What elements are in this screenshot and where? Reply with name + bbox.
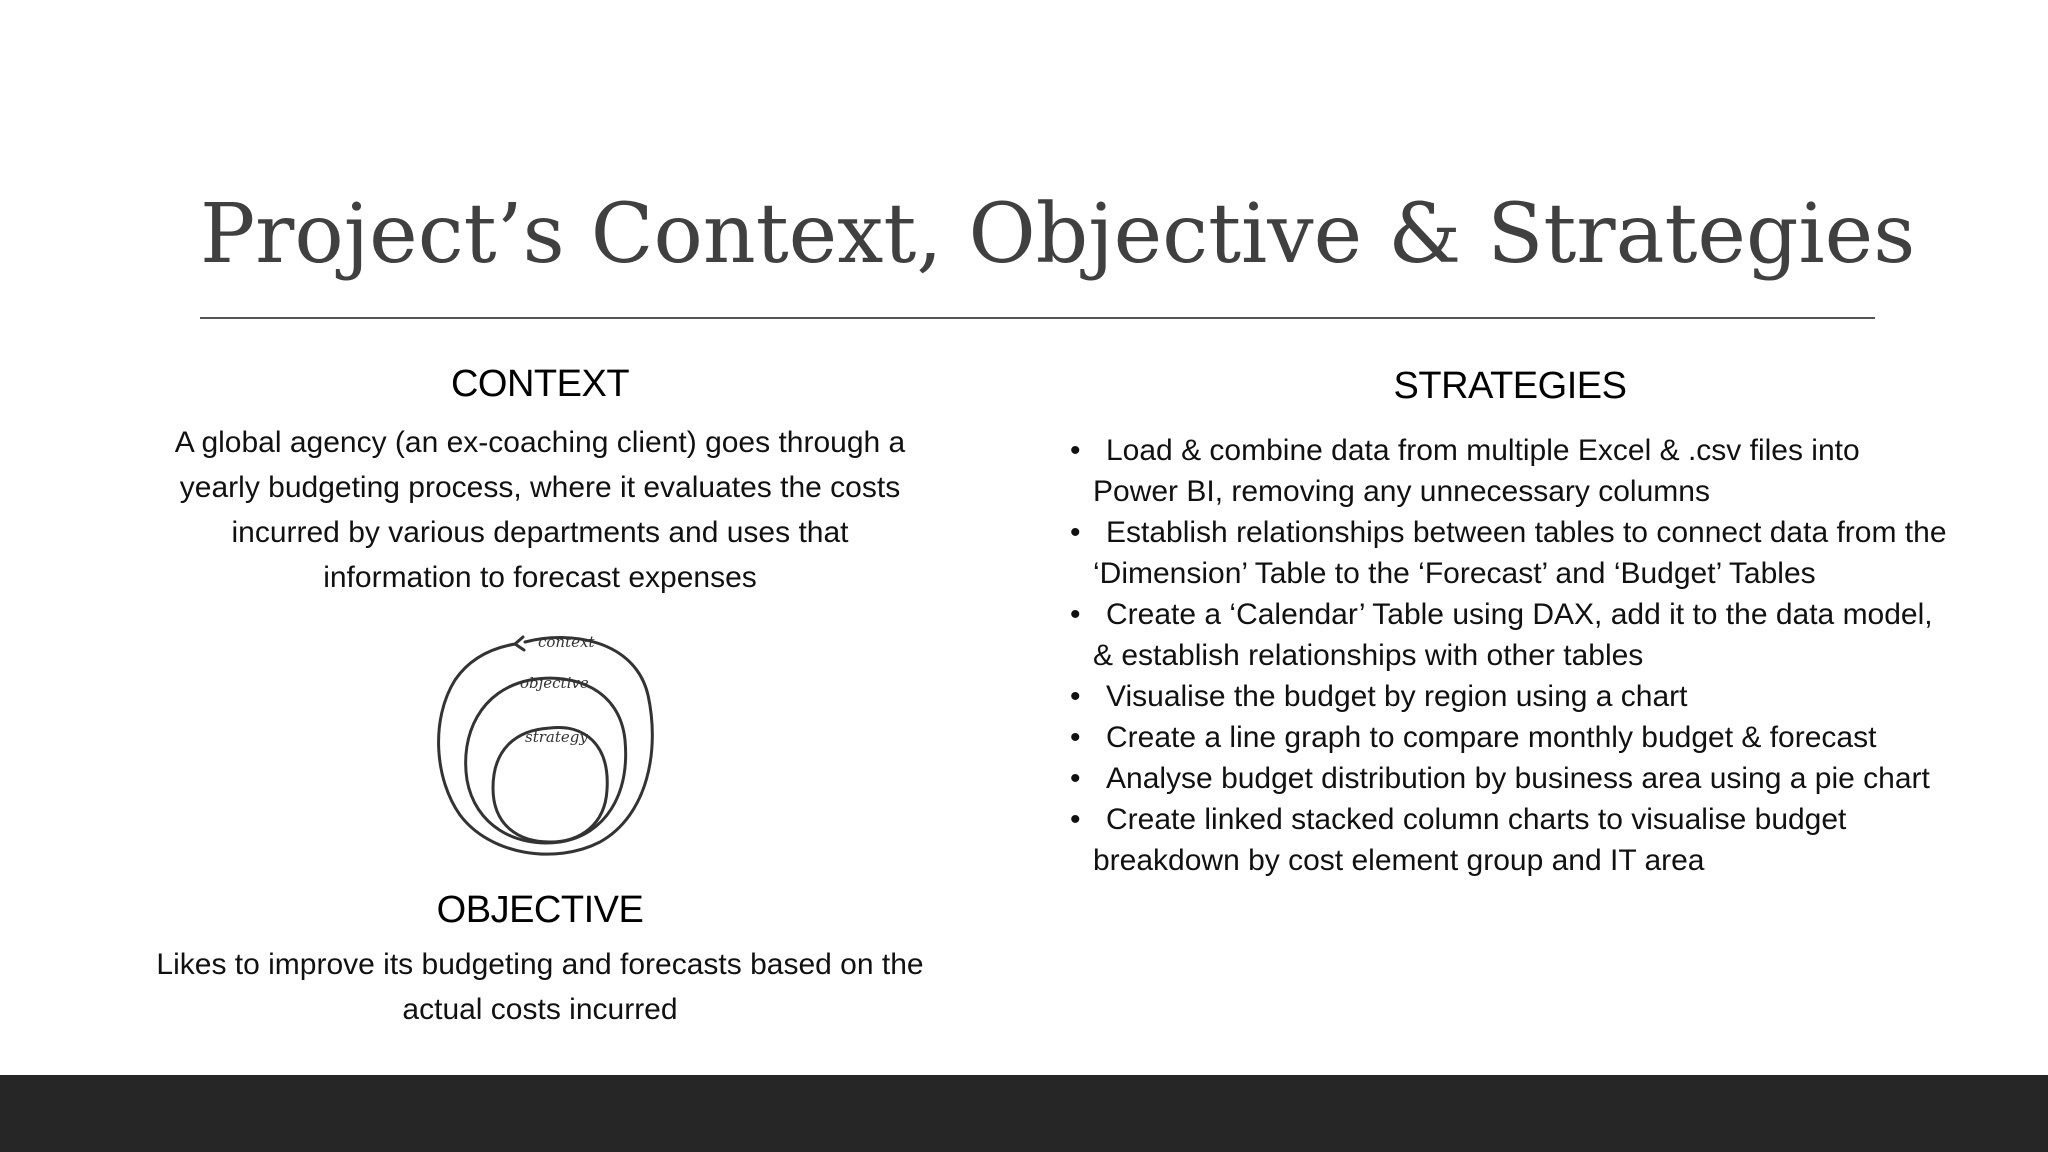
strategy-text: Visualise the budget by region using a chart [1106,680,1688,713]
slide-title: Project’s Context, Objective & Strategies [200,187,1916,282]
strategy-text: Establish relationships between tables to connect data from the ‘Dimension’ Table to the ‘Forecast’ and ‘Budget’ Tables [1093,516,1947,590]
objective-text: Likes to improve its budgeting and forecasts based on the actual costs incurred [156,948,924,1026]
footer-band [0,1075,2048,1152]
objective-circle [466,678,626,843]
objective-heading: OBJECTIVE [436,889,644,931]
bullet-icon: • [1070,680,1081,713]
strategies-list [1070,430,1950,881]
bullet-icon: • [1070,721,1081,754]
strategy-item [1070,717,1950,758]
strategy-text: Create linked stacked column charts to visualise budget breakdown by cost element group and IT area [1093,803,1847,877]
strategy-text: Analyse budget distribution by business area using a pie chart [1106,762,1930,795]
bullet-icon: • [1070,598,1081,631]
context-heading: CONTEXT [450,363,630,405]
strategy-text: Create a line graph to compare monthly budget & forecast [1106,721,1877,754]
strategy-item [1070,512,1950,594]
strategy-item [1070,430,1950,512]
bullet-icon: • [1070,434,1081,467]
strategies-heading: STRATEGIES [1393,365,1627,407]
context-arrow [515,637,524,650]
bullet-icon: • [1070,516,1081,549]
bullet-icon: • [1070,762,1081,795]
right-column [1070,362,1970,1022]
title-divider [200,317,1875,319]
strategy-text: Create a ‘Calendar’ Table using DAX, add it to the data model, & establish relationships with other tables [1093,598,1933,672]
strategy-item [1070,758,1950,799]
diagram-label-context: context [538,633,595,651]
diagram-label-objective: objective [520,674,589,692]
strategy-text: Load & combine data from multiple Excel & .csv files into Power BI, removing any unnecessary columns [1093,434,1860,508]
context-objective-strategy-diagram [420,620,670,860]
strategy-item [1070,799,1950,881]
diagram-label-strategy: strategy [525,728,588,746]
strategy-item [1070,594,1950,676]
strategy-item [1070,676,1950,717]
bullet-icon: • [1070,803,1081,836]
context-text: A global agency (an ex-coaching client) goes through a yearly budgeting process, where it evaluates the costs incurred by various departments and uses that information to forecast expenses [174,426,906,594]
left-column [140,360,940,1040]
